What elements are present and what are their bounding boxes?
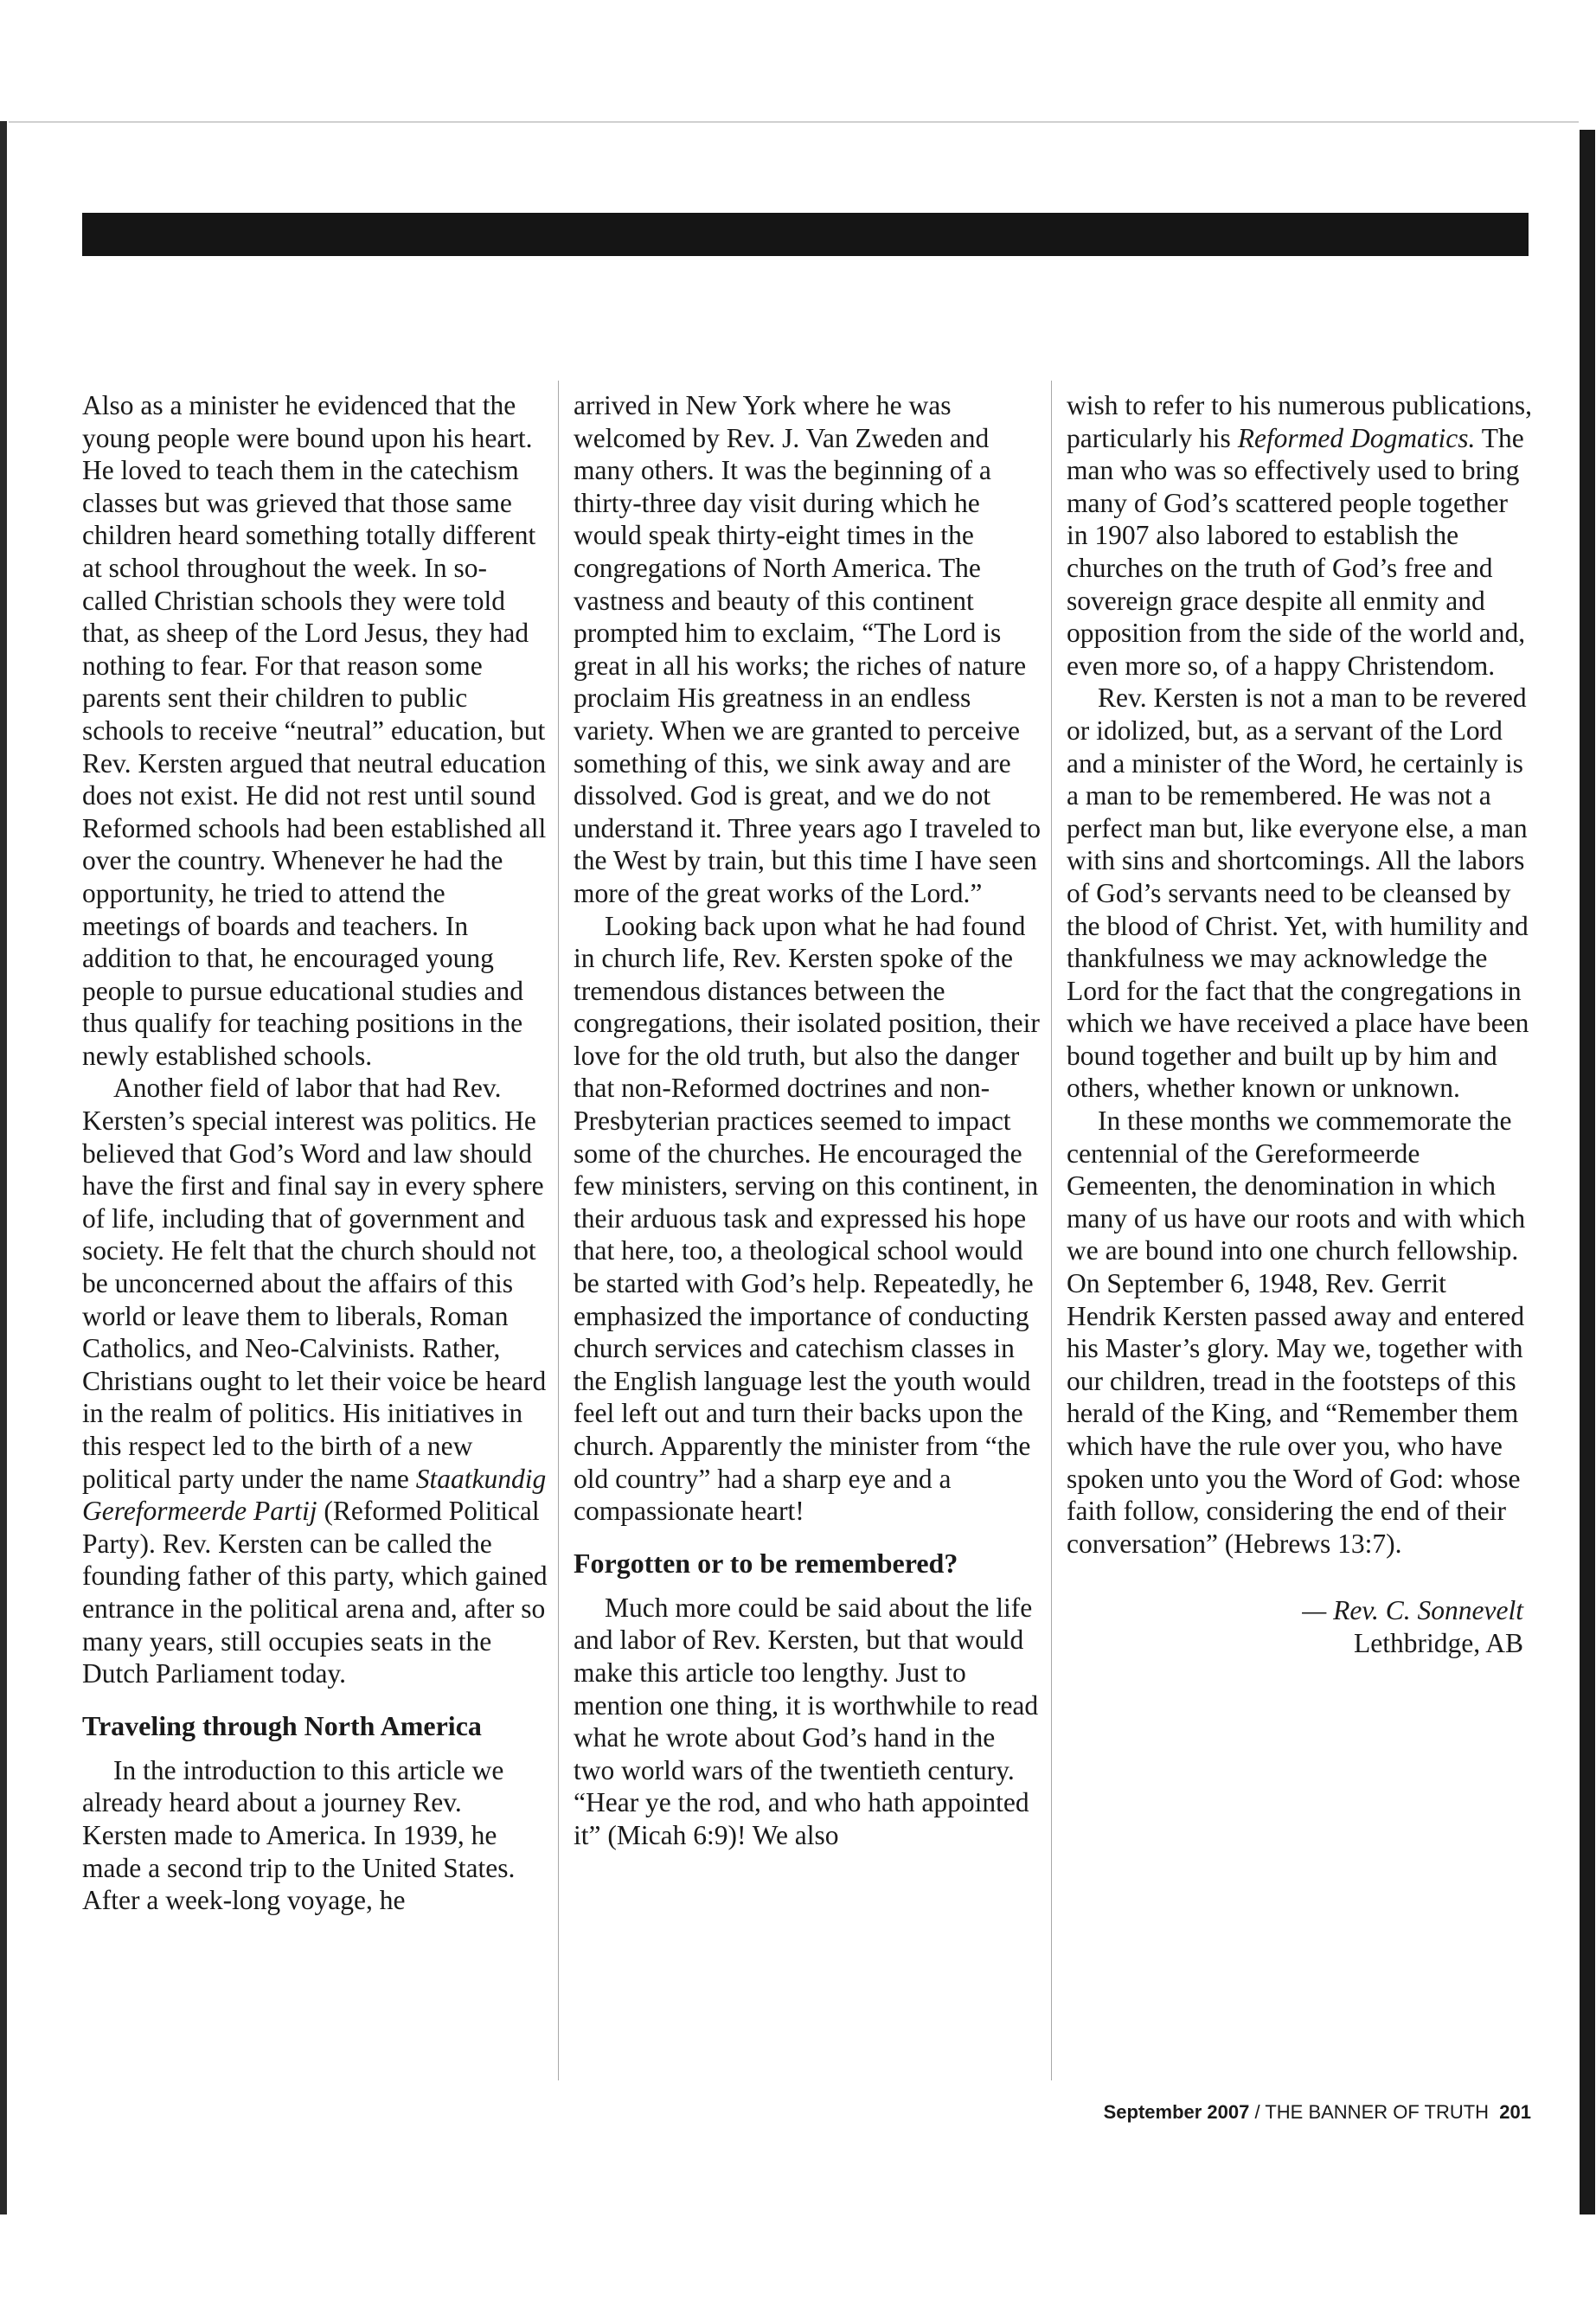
section-heading-traveling: Traveling through North America bbox=[82, 1709, 482, 1741]
col1-paragraph-2 bbox=[82, 1072, 549, 1689]
scan-right-edge bbox=[1580, 130, 1595, 2214]
col3-paragraph-1 bbox=[1067, 389, 1534, 682]
col1-paragraph-2-text-a: Another field of labor that had Rev. Kersten’s special interest was politics. He believed that God’s Word and law should have the first and final say in every sphere of life, including that of government and society. He felt that the church should not be unconcerned about the affairs of this world or leave them to liberals, Roman Catholics, and Neo-Calvinists. Rather, Christians ought to let their voice be heard in the realm of politics. His initiatives in this respect led to the birth of a new political party under the name bbox=[82, 1073, 547, 1494]
author-location: Lethbridge, AB bbox=[1354, 1627, 1523, 1658]
footer-page-number: 201 bbox=[1499, 2101, 1531, 2123]
article-column-2 bbox=[574, 389, 1041, 1852]
author-name: — Rev. C. Sonnevelt bbox=[1302, 1595, 1523, 1626]
section-heading-forgotten: Forgotten or to be remembered? bbox=[574, 1547, 958, 1579]
col2-paragraph-1: arrived in New York where he was welcomed by Rev. J. Van Zweden and many others. It was the beginning of a thirty-three day visit during which he would speak thirty-eight times in the congregations of North America. The vastness and beauty of this continent prompted him to exclaim, “The Lord is great in all his works; the riches of nature proclaim His greatness in an endless variety. When we are granted to perceive something of this, we sink away and are dissolved. God is great, and we do not understand it. Three years ago I traveled to the West by train, but this time I have seen more of the great works of the Lord.” bbox=[574, 390, 1041, 908]
column-divider-2 bbox=[1051, 381, 1052, 2080]
article-column-1 bbox=[82, 389, 549, 1917]
col1-paragraph-3: In the introduction to this article we already heard about a journey Rev. Kersten made to America. In 1939, he made a second trip to the United States. After a week-long voyage, he bbox=[82, 1754, 516, 1916]
scan-left-edge bbox=[0, 121, 7, 2214]
footer-date: September 2007 bbox=[1103, 2101, 1250, 2123]
col3-paragraph-3: In these months we commemorate the centennial of the Gereformeerde Gemeenten, the denomination in which many of us have our roots and with which we are bound into one church fellowship. On September 6, 1948, Rev. Gerrit Hendrik Kersten passed away and entered his Master’s glory. May we, together with our children, tread in the footsteps of this herald of the King, and “Remember them which have the rule over you, who have spoken unto you the Word of God: whose faith follow, considering the end of their conversation” (Hebrews 13:7). bbox=[1067, 1106, 1526, 1559]
author-signature bbox=[1067, 1594, 1534, 1659]
col1-paragraph-1: Also as a minister he evidenced that the young people were bound upon his heart. He loved to teach them in the catechism classes but was grieved that those same children heard something totally different at school throughout the week. In so-called Christian schools they were told that, as sheep of the Lord Jesus, they had nothing to fear. For that reason some parents sent their children to public schools to receive “neutral” education, but Rev. Kersten argued that neutral education does not exist. He did not rest until sound Reformed schools had been established all over the country. Whenever he had the opportunity, he tried to attend the meetings of boards and teachers. In addition to that, he encouraged young people to pursue educational studies and thus qualify for teaching positions in the newly established schools. bbox=[82, 390, 547, 1071]
col1-party-name: Staatkundig Gereformeerde Partij bbox=[82, 1463, 547, 1527]
page-top-rule bbox=[9, 121, 1579, 123]
page-footer bbox=[1090, 2100, 1531, 2125]
column-divider-1 bbox=[558, 381, 559, 2080]
article-column-3 bbox=[1067, 389, 1534, 1660]
col3-paragraph-2: Rev. Kersten is not a man to be revered or idolized, but, as a servant of the Lord and a minister of the Word, he certainly is a man to be remembered. He was not a perfect man but, like everyone else, a man with sins and shortcomings. All the labors of God’s servants need to be cleansed by the blood of Christ. Yet, with humility and thankfulness we may acknowledge the Lord for the fact that the congregations in which we have received a place have been bound together and built up by him and others, whether known or unknown. bbox=[1067, 683, 1529, 1104]
col3-book-title: Reformed Dogmatics. bbox=[1237, 422, 1476, 453]
col2-paragraph-3: Much more could be said about the life and labor of Rev. Kersten, but that would make this article too lengthy. Just to mention one thing, it is worthwhile to read what he wrote about God’s hand in the two world wars of the twentieth century. “Hear ye the rod, and who hath appointed it” (Micah 6:9)! We also bbox=[574, 1592, 1039, 1850]
footer-separator: / bbox=[1249, 2101, 1266, 2123]
col3-paragraph-1-text-b: The man who was so effectively used to bring many of God’s scattered people together in 1907 also labored to establish the churches on the truth of God’s free and sovereign grace despite all enmity and opposition from the side of the world and, even more so, of a happy Christendom. bbox=[1067, 422, 1526, 681]
header-bar bbox=[82, 213, 1529, 256]
footer-publication: THE BANNER OF TRUTH bbox=[1265, 2101, 1490, 2123]
col1-paragraph-2-text-b: (Reformed Political Party). Rev. Kersten can be called the founding father of this party, which gained entrance in the political arena and, after so many years, still occupies seats in the Dutch Parliament today. bbox=[82, 1496, 548, 1689]
col3-paragraph-1-text-a: wish to refer to his numerous publications, particularly his bbox=[1067, 390, 1533, 453]
col2-paragraph-2: Looking back upon what he had found in church life, Rev. Kersten spoke of the tremendous distances between the congregations, their isolated position, their love for the old truth, but also the danger that non-Reformed doctrines and non-Presbyterian practices seemed to impact some of the churches. He encouraged the few ministers, serving on this continent, in their arduous task and expressed his hope that here, too, a theological school would be started with God’s help. Repeatedly, he emphasized the importance of conducting church services and catechism classes in the English language lest the youth would feel left out and turn their backs upon the church. Apparently the minister from “the old country” had a sharp eye and a compassionate heart! bbox=[574, 910, 1040, 1527]
